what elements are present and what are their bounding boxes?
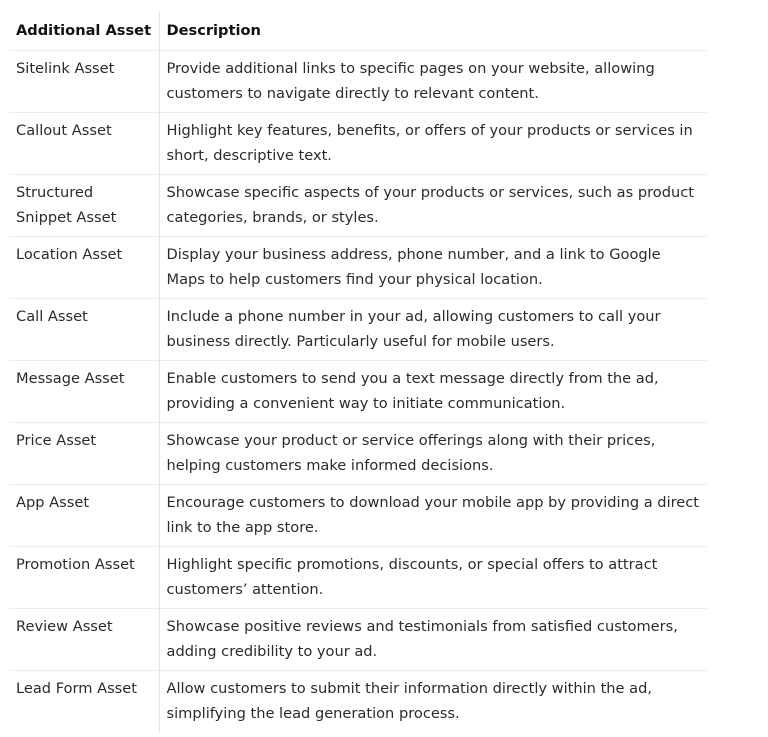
table-row [9, 608, 707, 670]
asset-description-cell: Allow customers to submit their information directly within the ad, simplifying the lead generation process. [166, 679, 652, 722]
asset-description-cell: Highlight specific promotions, discounts, or special offers to attract customers’ attention. [159, 546, 707, 608]
assets-table-container [9, 12, 707, 732]
asset-description-cell: Encourage customers to download your mobile app by providing a direct link to the app store. [159, 484, 707, 546]
asset-name-cell: Lead Form Asset [9, 670, 159, 732]
table-row [9, 298, 707, 360]
asset-description-cell: Enable customers to send you a text message directly from the ad, providing a convenient way to initiate communication. [159, 360, 707, 422]
asset-name-cell: App Asset [9, 484, 159, 546]
asset-name-cell: Sitelink Asset [9, 50, 159, 112]
table-row [9, 670, 707, 732]
asset-description-cell: Include a phone number in your ad, allowing customers to call your business directly. Particularly useful for mobile users. [159, 298, 707, 360]
asset-name-cell: Location Asset [9, 236, 159, 298]
asset-description-cell: Highlight key features, benefits, or offers of your products or services in short, descriptive text. [159, 112, 707, 174]
table-row [9, 546, 707, 608]
table-row [9, 422, 707, 484]
table-row [9, 360, 707, 422]
table-row [9, 484, 707, 546]
table-row [9, 50, 707, 112]
header-row [9, 12, 707, 50]
table-row [9, 112, 707, 174]
asset-name-cell: Call Asset [9, 298, 159, 360]
table-header [9, 12, 707, 50]
header-description: Description [159, 12, 707, 50]
asset-name-cell: Promotion Asset [9, 546, 159, 608]
asset-name-cell: Structured Snippet Asset [9, 174, 159, 236]
asset-name-cell: Price Asset [9, 422, 159, 484]
assets-table [9, 12, 707, 732]
table-row [9, 236, 707, 298]
asset-name-cell: Message Asset [9, 360, 159, 422]
asset-description-cell: Display your business address, phone number, and a link to Google Maps to help customers find your physical location. [159, 236, 707, 298]
asset-description-cell: Provide additional links to specific pages on your website, allowing customers to navigate directly to relevant content. [159, 50, 707, 112]
header-additional-asset: Additional Asset [9, 12, 159, 50]
asset-description-cell: Showcase specific aspects of your products or services, such as product categories, brands, or styles. [159, 174, 707, 236]
asset-name-cell: Callout Asset [9, 112, 159, 174]
table-body [9, 50, 707, 732]
table-row [9, 174, 707, 236]
asset-name-cell: Review Asset [9, 608, 159, 670]
asset-description-cell: Showcase positive reviews and testimonials from satisfied customers, adding credibility to your ad. [159, 608, 707, 670]
asset-description-cell: Showcase your product or service offerings along with their prices, helping customers make informed decisions. [159, 422, 707, 484]
